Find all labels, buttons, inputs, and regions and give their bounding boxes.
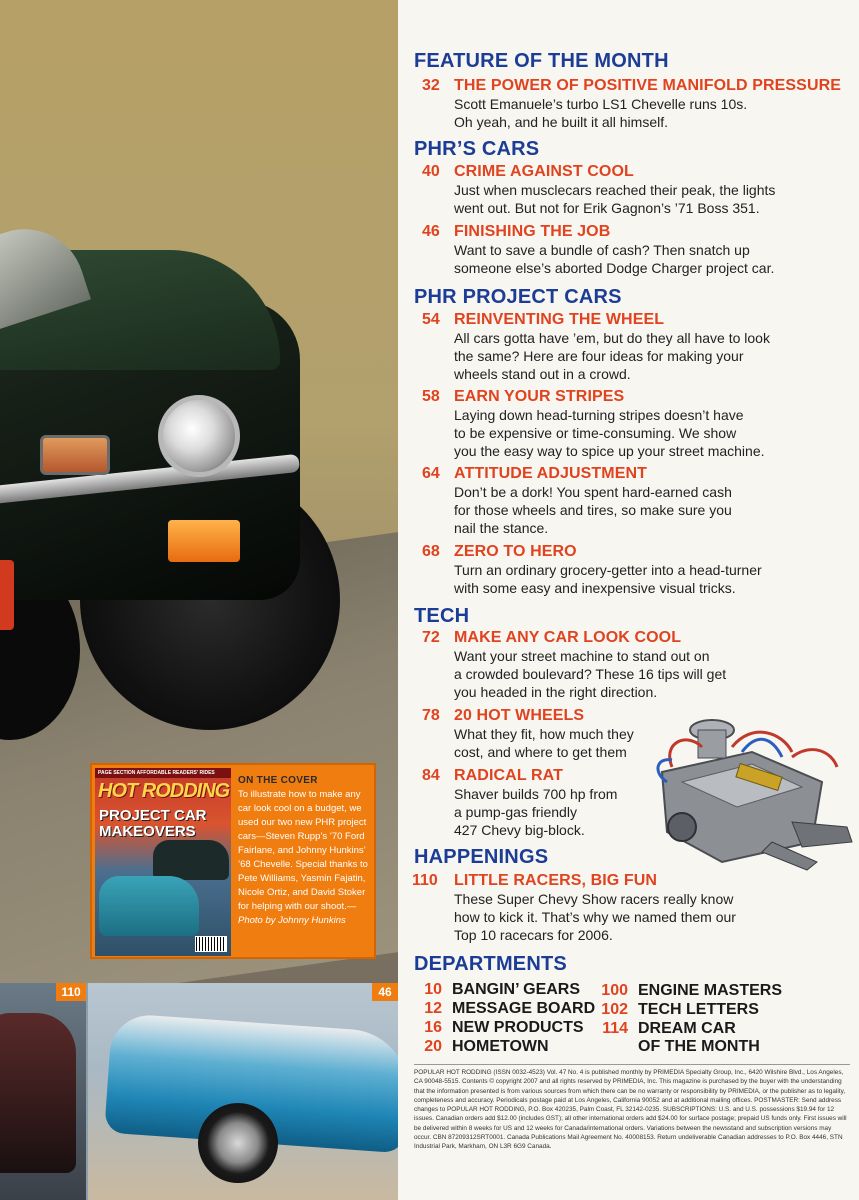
- car-side-marker: [0, 560, 14, 630]
- toc-title: EARN YOUR STRIPES: [454, 388, 625, 405]
- racer-photo: [0, 983, 86, 1200]
- toc-item[interactable]: [422, 77, 841, 131]
- section-heading: HAPPENINGS: [414, 846, 549, 868]
- department-item[interactable]: [422, 1037, 549, 1056]
- department-title: NEW PRODUCTS: [452, 1019, 584, 1036]
- toc-title: CRIME AGAINST COOL: [454, 163, 634, 180]
- photo-page-tag-46: 46: [372, 983, 398, 1001]
- section-heading: FEATURE OF THE MONTH: [414, 50, 669, 72]
- bottom-photo-strip: [0, 983, 398, 1200]
- toc-item[interactable]: [422, 707, 634, 761]
- toc-description: Don’t be a dork! You spent hard-earned cash for those wheels and tires, so make sure you nail the stance.: [454, 484, 732, 536]
- legal-notice: POPULAR HOT RODDING (ISSN 0032-4523) Vol. 47 No. 4 is published monthly by PRIMEDIA Specialty Group, Inc., 6420 Wilshire Blvd., Los Angeles, CA 90048-5515. Contents © copyright 2007 and all rights reserved by PRIMEDIA, Inc. This magazine is purchased by the buyer with the understanding that the information presented is from various sources from which there can be no warranty or responsibility by PRIMEDIA, or the publisher as to legality, completeness and accuracy. Periodicals postage paid at Los Angeles, California 90052 and at additional mailing offices. POSTMASTER: Send address changes to POPULAR HOT RODDING, P.O. Box 420235, Palm Coast, FL 32142-0235. SUBSCRIPTIONS: U.S. and U.S. possessions $19.94 for 12 issues. Canadian orders add $12.00 (includes GST); all other international orders add $24.00 for surface postage; prepaid US funds only. First issues will be delivered within 8 weeks for US and 12 weeks for Canada/international orders. Variations between the newsstand and subscription versions may occur. CBN 87209312SRT0001. Canada Publications Mail Agreement No. 40008153. Return undeliverable Canadian addresses to P.O. Box 4446, STN Industrial Park, Markham, ON L3R 6G9 Canada.: [414, 1064, 850, 1152]
- toc-page-number: 78: [422, 707, 440, 724]
- toc-page-number: 68: [422, 543, 440, 560]
- toc-page-number: 64: [422, 465, 440, 482]
- car-parking-light: [40, 435, 110, 475]
- toc-item[interactable]: [422, 767, 617, 839]
- department-title: BANGIN’ GEARS: [452, 981, 581, 998]
- toc-item[interactable]: [422, 311, 770, 383]
- toc-title: 20 HOT WHEELS: [454, 707, 585, 724]
- chevelle-wheel: [198, 1103, 278, 1183]
- department-page: 114: [602, 1020, 628, 1037]
- toc-page-number: 54: [422, 311, 440, 328]
- toc-page-number: 32: [422, 77, 440, 94]
- departments-heading: DEPARTMENTS: [414, 953, 567, 975]
- toc-item[interactable]: [422, 388, 765, 460]
- department-page: 20: [424, 1038, 442, 1055]
- car-fog-light: [168, 520, 240, 562]
- department-page: 102: [601, 1001, 628, 1018]
- toc-item[interactable]: [422, 543, 762, 597]
- racer-car: [0, 1013, 76, 1173]
- department-title-line2: OF THE MONTH: [638, 1038, 760, 1055]
- toc-page-number: 110: [412, 872, 438, 889]
- toc-description: These Super Chevy Show racers really know how to kick it. That’s why we named them our Top 10 racecars for 2006.: [454, 891, 736, 943]
- toc-title: REINVENTING THE WHEEL: [454, 311, 665, 328]
- cover-body-text: To illustrate how to make any car look cool on a budget, we used our two new PHR project cars—Steven Rupp’s ’70 Ford Fairlane, and Johnny Hunkins’ ’68 Chevelle. Special thanks to Pete Williams, Yasmin Fajatin, Nicole Ortiz, and David Stoker for helping with our shoot.: [238, 789, 368, 912]
- toc-item[interactable]: [412, 872, 736, 944]
- department-item[interactable]: [422, 980, 580, 999]
- department-page: 16: [424, 1019, 442, 1036]
- toc-item[interactable]: [422, 465, 732, 537]
- magazine-car-dark: [153, 840, 229, 880]
- toc-title: ZERO TO HERO: [454, 543, 577, 560]
- engine-photo: [642, 712, 856, 872]
- magazine-cover-thumbnail: [95, 768, 231, 956]
- cover-heading: ON THE COVER: [238, 775, 318, 786]
- toc-title: MAKE ANY CAR LOOK COOL: [454, 629, 682, 646]
- photo-page-tag-110: 110: [56, 983, 86, 1001]
- department-item[interactable]: [422, 1018, 584, 1037]
- toc-title: THE POWER OF POSITIVE MANIFOLD PRESSURE: [454, 77, 842, 94]
- engine-block-icon: [658, 720, 852, 870]
- chevelle-photo: [88, 983, 398, 1200]
- toc-page-number: 40: [422, 163, 440, 180]
- department-item[interactable]: [598, 1000, 759, 1019]
- department-title: ENGINE MASTERS: [638, 982, 783, 999]
- toc-title: LITTLE RACERS, BIG FUN: [454, 872, 658, 889]
- section-heading: TECH: [414, 605, 470, 627]
- department-title: TECH LETTERS: [638, 1001, 759, 1018]
- toc-description: Scott Emanuele’s turbo LS1 Chevelle runs 10s. Oh yeah, and he built it all himself.: [454, 96, 748, 130]
- magazine-top-strip: PAGE SECTION AFFORDABLE READERS' RIDES: [95, 768, 231, 778]
- cover-caption: [238, 775, 374, 928]
- toc-item[interactable]: [422, 629, 726, 701]
- department-item-continued: [638, 1037, 760, 1056]
- department-title: DREAM CAR: [638, 1020, 736, 1037]
- toc-description: Shaver builds 700 hp from a pump-gas friendly 427 Chevy big-block.: [454, 786, 618, 838]
- department-item[interactable]: [598, 981, 782, 1000]
- toc-title: ATTITUDE ADJUSTMENT: [454, 465, 648, 482]
- department-item[interactable]: [598, 1019, 736, 1038]
- toc-description: What they fit, how much they cost, and where to get them: [454, 726, 634, 760]
- department-title: HOMETOWN: [452, 1038, 549, 1055]
- toc-description: Turn an ordinary grocery-getter into a head-turner with some easy and inexpensive visual tricks.: [454, 562, 762, 596]
- department-page: 12: [424, 1000, 442, 1017]
- toc-page-number: 58: [422, 388, 440, 405]
- toc-page-number: 72: [422, 629, 440, 646]
- toc-item[interactable]: [422, 223, 774, 277]
- cover-photo-credit: —Photo by Johnny Hunkins: [238, 901, 357, 926]
- car-headlight: [158, 395, 240, 477]
- toc-title: FINISHING THE JOB: [454, 223, 611, 240]
- on-the-cover-box: [90, 763, 376, 959]
- toc-title: RADICAL RAT: [454, 767, 563, 784]
- department-page: 10: [424, 981, 442, 998]
- section-heading: PHR’S CARS: [414, 138, 540, 160]
- barcode-icon: [195, 936, 227, 952]
- magazine-car-blue: [99, 876, 199, 936]
- toc-item[interactable]: [422, 163, 775, 217]
- department-item[interactable]: [422, 999, 595, 1018]
- department-title: MESSAGE BOARD: [452, 1000, 596, 1017]
- toc-description: Laying down head-turning stripes doesn’t have to be expensive or time-consuming. We show you the easy way to spice up your street machine.: [454, 407, 765, 459]
- toc-description: All cars gotta have ’em, but do they all have to look the same? Here are four ideas for making your wheels stand out in a crowd.: [454, 330, 770, 382]
- magazine-headline: PROJECT CAR MAKEOVERS: [99, 807, 207, 840]
- magazine-logo: HOT RODDING: [98, 780, 230, 802]
- department-page: 100: [601, 982, 628, 999]
- toc-page-number: 46: [422, 223, 440, 240]
- table-of-contents: [398, 0, 859, 1200]
- toc-page-number: 84: [422, 767, 440, 784]
- toc-description: Want your street machine to stand out on a crowded boulevard? These 16 tips will get you headed in the right direction.: [454, 648, 727, 700]
- toc-description: Just when musclecars reached their peak, the lights went out. But not for Erik Gagnon’s ’71 Boss 351.: [454, 182, 776, 216]
- section-heading: PHR PROJECT CARS: [414, 286, 622, 308]
- toc-description: Want to save a bundle of cash? Then snatch up someone else’s aborted Dodge Charger project car.: [454, 242, 775, 276]
- cover-body: [238, 788, 374, 928]
